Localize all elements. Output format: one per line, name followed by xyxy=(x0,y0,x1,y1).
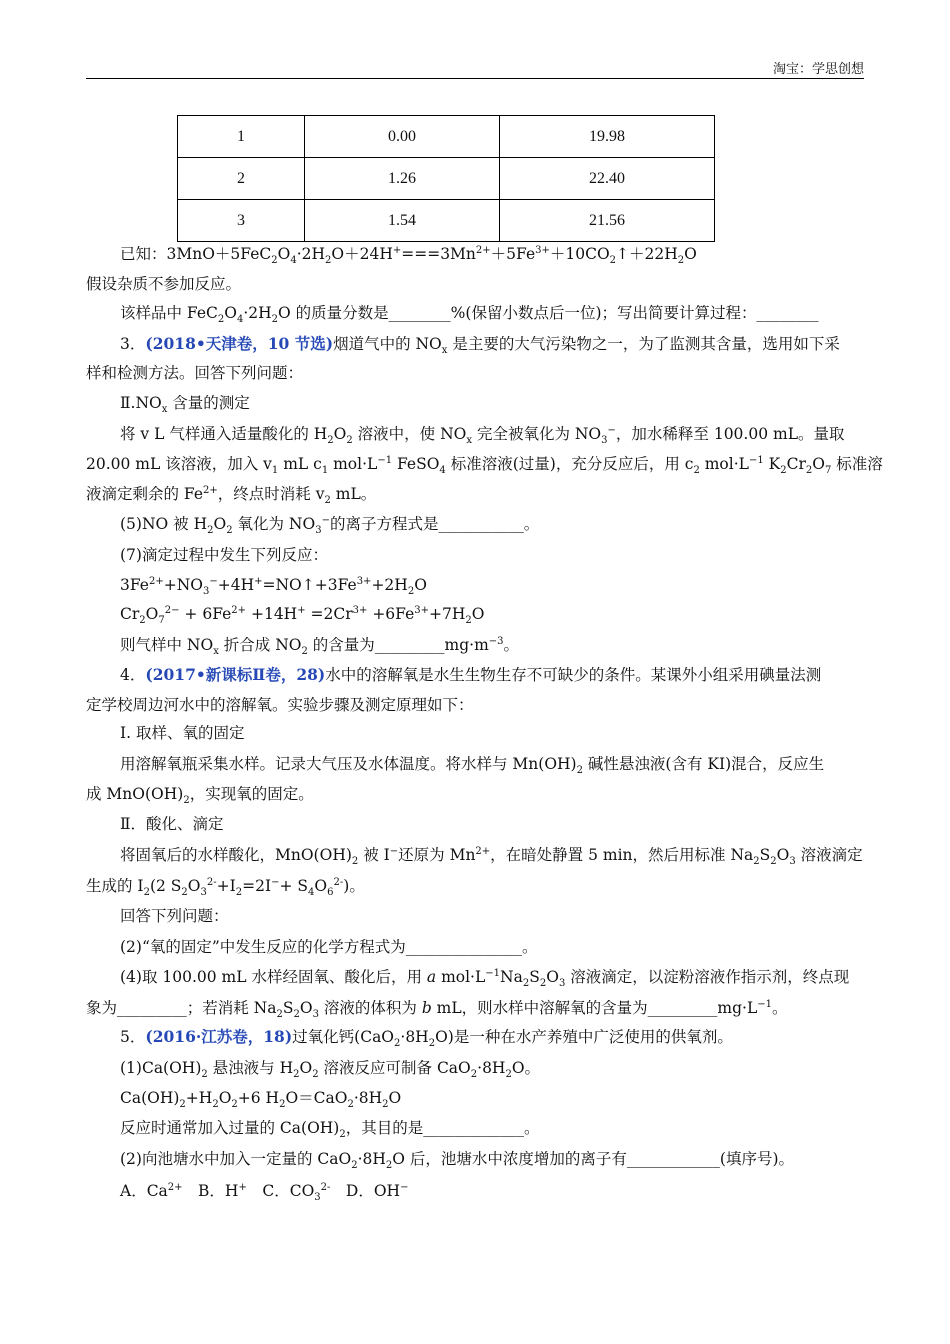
text-line-l06: $Ⅱ.NO_x$ 含量的测定 xyxy=(120,394,250,416)
text-line-l16: 定学校周边河水中的溶解氧。实验步骤及测定原理如下： xyxy=(86,696,474,714)
text-line-l26: 象为_________；若消耗 $Na_2S_2O_3$ 溶液的体积为 b mL，则水样中溶解氧的含量为$\_\_\_\_\_\_\_\_\_mg\cdot L^{-1}$。 xyxy=(86,998,788,1021)
text-line-l01: 已知：$3MnO+5FeC_2O_4\cdot 2H_2O+24H^+===3Mn^{2+}+5Fe^{3+}+10CO_2↑+22H_2O$ xyxy=(120,244,697,267)
text-line-l18: 用溶解氧瓶采集水样。记录大气压及水体温度。将水样与 $Mn(OH)_2$ 碱性悬浊液(含有 KI)混合，反应生 xyxy=(120,755,825,777)
table-cell: 2 xyxy=(178,158,305,200)
text-line-l25: (4)取 100.00 mL 水样经固氧、酸化后，用 a $mol\cdot L^{-1}Na_2S_2O_3$ 溶液滴定，以淀粉溶液作指示剂，终点现 xyxy=(120,967,850,990)
text-line-l17: Ⅰ. 取样、氧的固定 xyxy=(120,724,245,742)
table-row xyxy=(178,158,715,200)
table-cell: 1 xyxy=(178,116,305,158)
text-line-l10: (5)NO 被 $H_2O_2$ 氧化为 $NO_3^-$的离子方程式是___________。 xyxy=(120,514,540,537)
table-cell: 1.54 xyxy=(305,200,500,242)
text-line-l13: $Cr_2O_7^{2-} + 6Fe^{2+} +14H^+ =2Cr^{3+} +6Fe^{3+}+7H_2O$ xyxy=(120,604,485,627)
text-line-l08: 20.00 mL 该溶液，加入 $v_1$ mL $c_1$ $mol\cdot L^{-1}$ FeSO$_4$ 标准溶液(过量)，充分反应后，用 $c_2$ $mol\cdot L^{-1}$ $K_2Cr_2O_7$ 标准溶 xyxy=(86,454,883,477)
text-line-l03: 该样品中 $FeC_2O_4\cdot 2H_2O$ 的质量分数是________%(保留小数点后一位)；写出简要计算过程：________ xyxy=(120,304,819,326)
text-line-l28: $(1)Ca(OH)_2$ 悬浊液与 $H_2O_2$ 溶液反应可制备 $CaO_2\cdot 8H_2O$。 xyxy=(120,1059,541,1081)
text-line-l09: 液滴定剩余的 $Fe^{2+}$，终点时消耗 $v_2$ mL。 xyxy=(86,484,377,507)
page-header xyxy=(86,56,864,79)
header-text: 淘宝：学思创想 xyxy=(772,62,864,77)
table-cell: 0.00 xyxy=(305,116,500,158)
text-line-l20: Ⅱ．酸化、滴定 xyxy=(120,815,224,833)
text-line-l14: 则气样中 $NO_x$ 折合成 $NO_2$ 的含量为$\_\_\_\_\_\_\_\_\_mg\cdot m^{-3}$。 xyxy=(120,635,520,658)
text-line-l11: (7)滴定过程中发生下列反应： xyxy=(120,546,328,564)
table-cell: 3 xyxy=(178,200,305,242)
text-line-l30: 反应时通常加入过量的 $Ca(OH)_2$，其目的是_____________。 xyxy=(120,1119,540,1141)
text-line-l29: $Ca(OH)_2+H_2O_2+6$ $H_2O=CaO_2\cdot 8H_2O$ xyxy=(120,1089,402,1111)
text-line-l32: A．$Ca^{2+}$ B．H+ C．$CO_3^{2-}$ D．OH− xyxy=(120,1181,409,1204)
text-line-l22: 生成的 $I_2(2$ $S_2O_3^{2-}+I_2=2I^-+ S_4O_6^{2-}$)。 xyxy=(86,876,365,899)
text-line-l19: 成 $MnO(OH)_2$，实现氧的固定。 xyxy=(86,785,314,807)
text-line-l23: 回答下列问题： xyxy=(120,907,229,925)
text-line-l12: $3Fe^{2+}+NO_3^-+4H^+=NO↑+3Fe^{3+}+2H_2O$ xyxy=(120,575,427,598)
titration-table xyxy=(177,115,715,242)
text-line-l31: (2)向池塘水中加入一定量的 $CaO_2\cdot 8H_2O$ 后，池塘水中浓度增加的离子有____________(填序号)。 xyxy=(120,1150,794,1172)
table-cell: 1.26 xyxy=(305,158,500,200)
table-cell: 22.40 xyxy=(500,158,715,200)
text-line-l07: 将 v L 气样通入适量酸化的 $H_2O_2$ 溶液中，使 $NO_x$ 完全被氧化为 $NO_3^-$，加水稀释至 100.00 mL。量取 xyxy=(120,424,845,447)
text-line-l02: 假设杂质不参加反应。 xyxy=(86,275,242,293)
table-cell: 21.56 xyxy=(500,200,715,242)
table-row xyxy=(178,200,715,242)
text-line-l05: 样和检测方法。回答下列问题： xyxy=(86,364,304,382)
text-line-l15: 4．(2017•新课标Ⅱ卷，28)水中的溶解氧是水生生物生存不可缺少的条件。某课外小组采用碘量法测 xyxy=(120,665,822,684)
text-line-l24: (2)“氧的固定”中发生反应的化学方程式为_______________。 xyxy=(120,938,538,956)
table-row xyxy=(178,116,715,158)
text-line-l27: 5．(2016·江苏卷，18)过氧化钙$(CaO_2\cdot 8H_2O)$是一种在水产养殖中广泛使用的供氧剂。 xyxy=(120,1027,733,1050)
table-cell: 19.98 xyxy=(500,116,715,158)
text-line-l21: 将固氧后的水样酸化，$MnO(OH)_2$ 被 I−还原为 $Mn^{2+}$，在暗处静置 5 min，然后用标准 $Na_2S_2O_3$ 溶液滴定 xyxy=(120,845,863,868)
text-line-l04: 3．(2018•天津卷，10 节选)烟道气中的 $NO_x$ 是主要的大气污染物之一，为了监测其含量，选用如下采 xyxy=(120,334,840,357)
